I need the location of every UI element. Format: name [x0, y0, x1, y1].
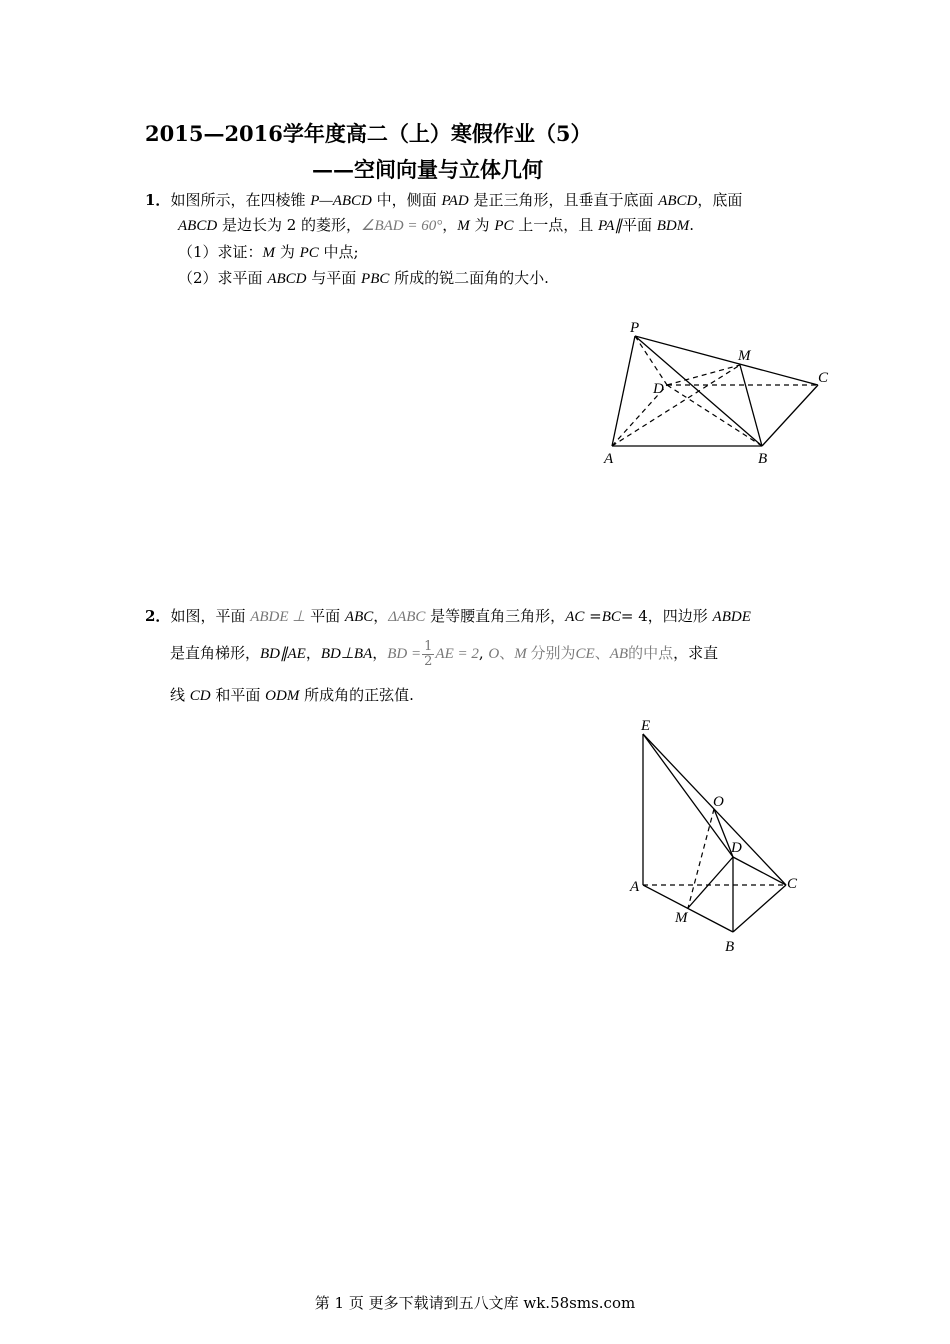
label-P: P	[630, 320, 640, 336]
label-A: A	[604, 451, 614, 467]
q1-text: ，	[442, 216, 458, 234]
label-B: B	[725, 939, 735, 955]
q2-math: CD	[189, 688, 211, 704]
q1-math: PC	[494, 218, 514, 234]
q1-angle-formula: ∠BAD = 60°	[361, 218, 443, 234]
q2-text: ，	[372, 644, 388, 662]
q2-solid-figure	[620, 710, 820, 960]
q1-text: 所成的锐二面角的大小.	[389, 269, 549, 287]
q1-number: 1．	[145, 191, 171, 209]
edge-PA	[612, 336, 635, 446]
q1-pyramid-figure	[595, 315, 845, 475]
q2-formula: O	[488, 646, 500, 662]
q1-text: 是正三角形，且垂直于底面	[468, 191, 659, 209]
q1-math: ABCD	[658, 193, 698, 209]
q1-text: 是边长为 2 的菱形，	[217, 216, 362, 234]
q2-text: 是直角梯形，	[170, 644, 261, 662]
label-A: A	[630, 879, 640, 895]
q1-text: （1）求证：	[178, 243, 263, 261]
q1-text: 平面	[621, 216, 657, 234]
q2-formula: 分别为	[526, 646, 576, 662]
q2-math: ABC	[344, 609, 374, 625]
q2-formula: AE = 2	[435, 646, 479, 662]
q2-text: 如图，平面	[170, 607, 251, 625]
q2-number: 2．	[145, 607, 171, 625]
q2-text: ，求直	[673, 644, 719, 662]
q2-math: BD∥AE	[260, 646, 306, 662]
q1-math: PBC	[361, 271, 390, 287]
q2-formula: ABDE ⊥	[250, 609, 306, 625]
q1-math: ABCD	[178, 218, 218, 234]
q1-sub1	[178, 242, 359, 263]
q1-math: M	[457, 218, 470, 234]
q2-text: 线	[170, 686, 190, 704]
q1-sub2	[178, 268, 549, 289]
q1-math: PC	[299, 245, 319, 261]
q2-formula: CE	[575, 646, 595, 662]
q2-formula: 的中点	[628, 646, 674, 662]
label-C: C	[787, 876, 798, 892]
q1-text: .	[689, 216, 695, 234]
fraction-denominator: 2	[424, 653, 433, 669]
q2-text: ,	[478, 644, 489, 662]
q2-math: AC	[565, 609, 585, 625]
label-B: B	[758, 451, 768, 467]
label-C: C	[818, 370, 829, 386]
q1-line1	[145, 190, 742, 211]
q2-text: = 4，四边形	[620, 607, 713, 625]
q1-math: PAD	[441, 193, 469, 209]
q2-line1	[145, 606, 751, 627]
q2-math: BC	[601, 609, 621, 625]
q1-math: PA∥	[598, 218, 622, 234]
q2-text: =	[584, 607, 602, 625]
q1-text: 中点;	[318, 243, 359, 261]
q2-formula: 、	[499, 646, 515, 662]
q2-math: BD⊥BA	[320, 646, 373, 662]
q2-line2	[170, 638, 718, 669]
label-M: M	[675, 910, 688, 926]
edge-DC	[733, 857, 786, 885]
label-D: D	[653, 381, 664, 397]
edge-AB	[643, 885, 733, 932]
q2-text: 平面	[305, 607, 345, 625]
q2-text: 所成角的正弦值.	[299, 686, 414, 704]
q1-text: 为	[275, 243, 300, 261]
q2-formula: BD =	[387, 646, 422, 662]
edge-BC	[733, 885, 786, 932]
segment-AM-hidden	[612, 365, 740, 446]
q2-line3	[170, 685, 414, 706]
q1-math: ABCD	[267, 271, 307, 287]
label-O: O	[713, 794, 724, 810]
q1-text: （2）求平面	[178, 269, 268, 287]
label-D: D	[731, 840, 742, 856]
q1-math: BDM	[656, 218, 690, 234]
q1-text: 上一点，且	[513, 216, 599, 234]
q1-text: 与平面	[306, 269, 362, 287]
q2-text: 和平面	[210, 686, 266, 704]
q2-math: ODM	[265, 688, 300, 704]
q2-formula: 、	[594, 646, 610, 662]
q2-text: ，	[305, 644, 321, 662]
label-E: E	[641, 718, 651, 734]
q2-formula: AB	[609, 646, 629, 662]
q1-line2	[178, 215, 694, 236]
page-title: 2015—2016学年度高二（上）寒假作业（5）	[145, 121, 592, 146]
q2-text: 是等腰直角三角形，	[425, 607, 566, 625]
page-footer: 第 1 页 更多下载请到五八文库 wk.58sms.com	[314, 1294, 636, 1312]
q1-math: M	[262, 245, 276, 261]
q1-text: 为	[469, 216, 495, 234]
q1-text: ，底面	[697, 191, 743, 209]
q2-math: ABDE	[712, 609, 751, 625]
q1-math: P—ABCD	[310, 193, 372, 209]
label-M: M	[738, 348, 751, 364]
fraction-numerator: 1	[424, 638, 433, 654]
q1-text: 中，侧面	[371, 191, 442, 209]
edge-BC	[762, 385, 818, 446]
segment-DM-hidden	[667, 365, 740, 385]
q2-text: ，	[373, 607, 389, 625]
q2-formula: ΔABC	[388, 609, 426, 625]
q2-fraction	[422, 640, 434, 669]
q1-text: 如图所示，在四棱锥	[170, 191, 311, 209]
page-subtitle: ——空间向量与立体几何	[312, 157, 543, 182]
q2-formula: M	[514, 646, 527, 662]
